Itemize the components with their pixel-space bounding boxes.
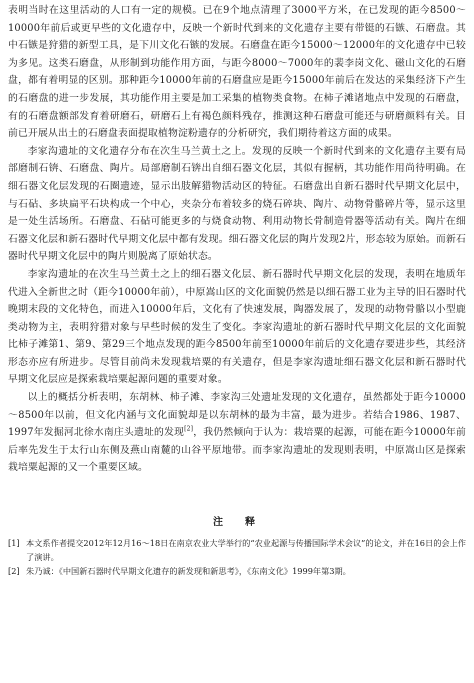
body-paragraph: 李家沟遗址的在次生马兰黄土之上的细石器文化层、新石器时代早期文化层的发现，表明在地质年代进入全新世之时（距今10000年前），中原嵩山区的文化面貌仍然是以细石器工业为主导的旧石器时代晚期末段的文化特色，而进入10000年后，文化有了快速发展，陶器发展了，发现的动物骨骼以小型鹿类动物为主，表明狩猎对象与早些时候的发生了变化。李家沟遗址的新石器时代早期文化层的文化面貌比柿子滩第1、第9、第29三个地点发现的距今8500年前至10000年前后的文化遗存要进步些，其经济形态亦应有所进步。尽管目前尚未发现栽培粟的有关遗存，但是李家沟遗址细石器文化层和新石器时代早期文化层应是探索栽培粟起源问题的重要对象。 — [8, 268, 466, 386]
notes-heading: 注 释 — [213, 517, 261, 529]
footnote-text: 本文系作者提交2012年12月16～18日在南京农业大学举行的“农业起源与传播国际学术会议”的论文，并在16日的会上作了演讲。 — [26, 538, 466, 563]
body-paragraph: 李家沟遗址的文化遗存分布在次生马兰黄土之上。发现的反映一个新时代到来的文化遗存主要有局部磨制石锛、石磨盘、陶片。局部磨制石锛出自细石器文化层，其似有握柄，其功能作用尚待明确。在细石器文化层发现的石圈遗迹，显示出肢解猎物活动区的特征。石磨盘出自新石器时代早期文化层中，与石砧、多块扁平石块构成一个中心，夹杂分布着较多的烧石碎块、陶片、动物骨骼碎片等，显示这里是一处生活场所。石磨盘、石砧可能更多的与烧食动物、利用动物长骨制造骨器等活动有关。陶片在细石器文化层和新石器时代早期文化层中都有发现。细石器文化层的陶片发现2片，形态较为原始。而新石器时代早期文化层中的陶片则脱离了原始状态。 — [8, 145, 466, 263]
body-paragraph — [8, 389, 466, 477]
footnote-text: 朱乃诚：《中国新石器时代早期文化遗存的新发现和新思考》，《东南文化》1999年第3期。 — [26, 566, 351, 577]
footnote-number: [1] — [8, 538, 20, 549]
footnote — [8, 564, 466, 578]
footnote-reference[interactable]: [2] — [184, 425, 194, 433]
body-paragraph-text: ，我仍然倾向于认为：栽培粟的起源，可能在距今10000年前后率先发生于太行山东侧及燕山南麓的山谷平原地带。而李家沟遗址的发现则表明，中原嵩山区是探索栽培粟起源的又一个重要区域。 — [8, 427, 467, 474]
footnote-number: [2] — [8, 566, 20, 577]
footnote — [8, 536, 466, 564]
body-paragraph: 表明当时在这里活动的人口有一定的规模。已在9个地点清理了3000平方米，在已发现的距今8500～10000年前后或更早些的文化遗存中，反映一个新时代到来的文化遗存主要有带铤的石镞、石磨盘。其中石镞是狩猎的新型工具，是下川文化石镞的发展。石磨盘在距今15000～12000年的文化遗存中已较为多见。这类石磨盘，从形制到功能作用方面，与距今8000～7000年的裴李岗文化、磁山文化的石磨盘，都有着明显的区别。那种距今10000年前的石磨盘应是距今15000年前后在发达的采集经济下产生的石磨盘的进一步发展，其功能作用主要是加工采集的植物类食物。在柿子滩诸地点中发现的石磨盘，有的石磨盘额部发育着研磨石，研磨石上有褐色颜料残存，推测这种石磨盘可能还与研磨颜料有关。目前已开展从出土的石磨盘表面提取植物淀粉遗存的分析研究，我们期待着这方面的成果。 — [8, 5, 466, 140]
body-paragraph-text: 以上的概括分析表明，东胡林、柿子滩、李家沟三处遗址发现的文化遗存，虽然都处于距今10000～8500年以前，但文化内涵与文化面貌却是以东胡林的最为丰富，最为进步。若结合1986、1987、1997年发掘河北徐水南庄头遗址的发现 — [8, 392, 466, 439]
